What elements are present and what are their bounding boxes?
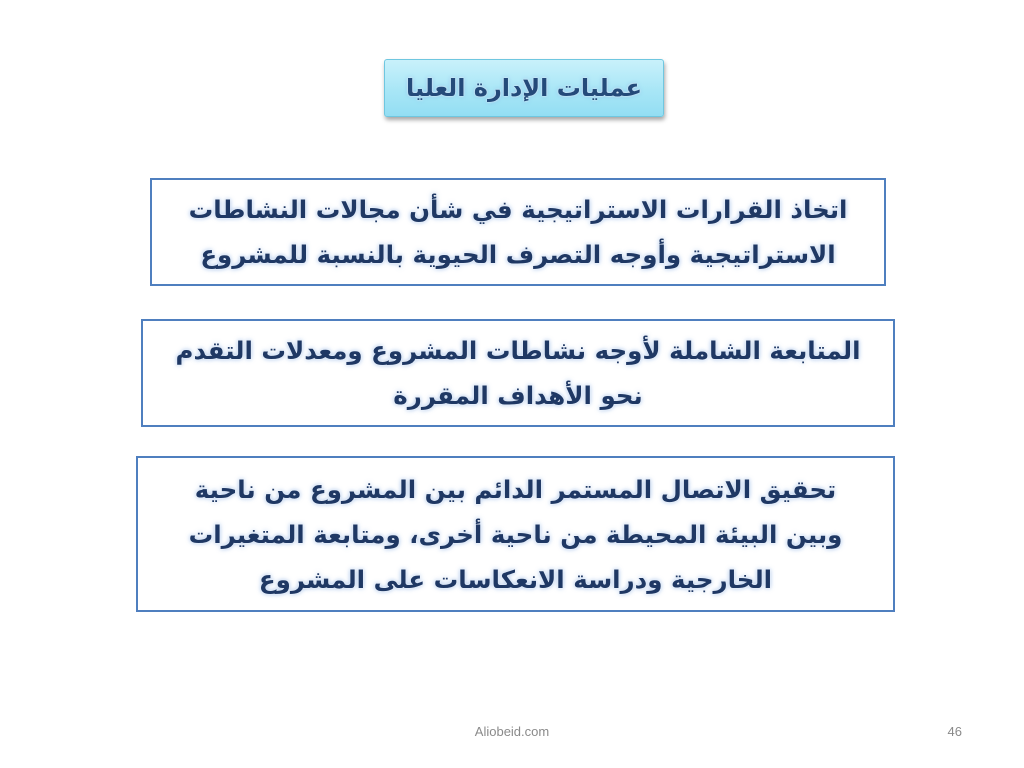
text-line: نحو الأهداف المقررة: [393, 381, 643, 410]
content-box-text: [189, 187, 848, 277]
slide-title: عمليات الإدارة العليا: [406, 74, 642, 102]
text-line: اتخاذ القرارات الاستراتيجية في شأن مجالات النشاطات: [188, 195, 848, 224]
text-line: المتابعة الشاملة لأوجه نشاطات المشروع ومعدلات التقدم: [175, 336, 861, 365]
footer-source: Aliobeid.com: [474, 724, 550, 739]
text-line: الاستراتيجية وأوجه التصرف الحيوية بالنسبة للمشروع: [200, 240, 836, 269]
content-box-text: [189, 467, 843, 602]
content-box-text: [176, 328, 861, 418]
text-line: وبين البيئة المحيطة من ناحية أخرى، ومتابعة المتغيرات: [188, 519, 843, 549]
content-box-monitoring: [141, 319, 895, 427]
text-line: الخارجية ودراسة الانعكاسات على المشروع: [258, 564, 773, 594]
page-number: 46: [947, 724, 962, 739]
content-box-strategic-decisions: [150, 178, 886, 286]
text-line: تحقيق الاتصال المستمر الدائم بين المشروع من ناحية: [194, 474, 837, 504]
slide-title-box: [384, 59, 664, 117]
content-box-communication: [136, 456, 895, 612]
